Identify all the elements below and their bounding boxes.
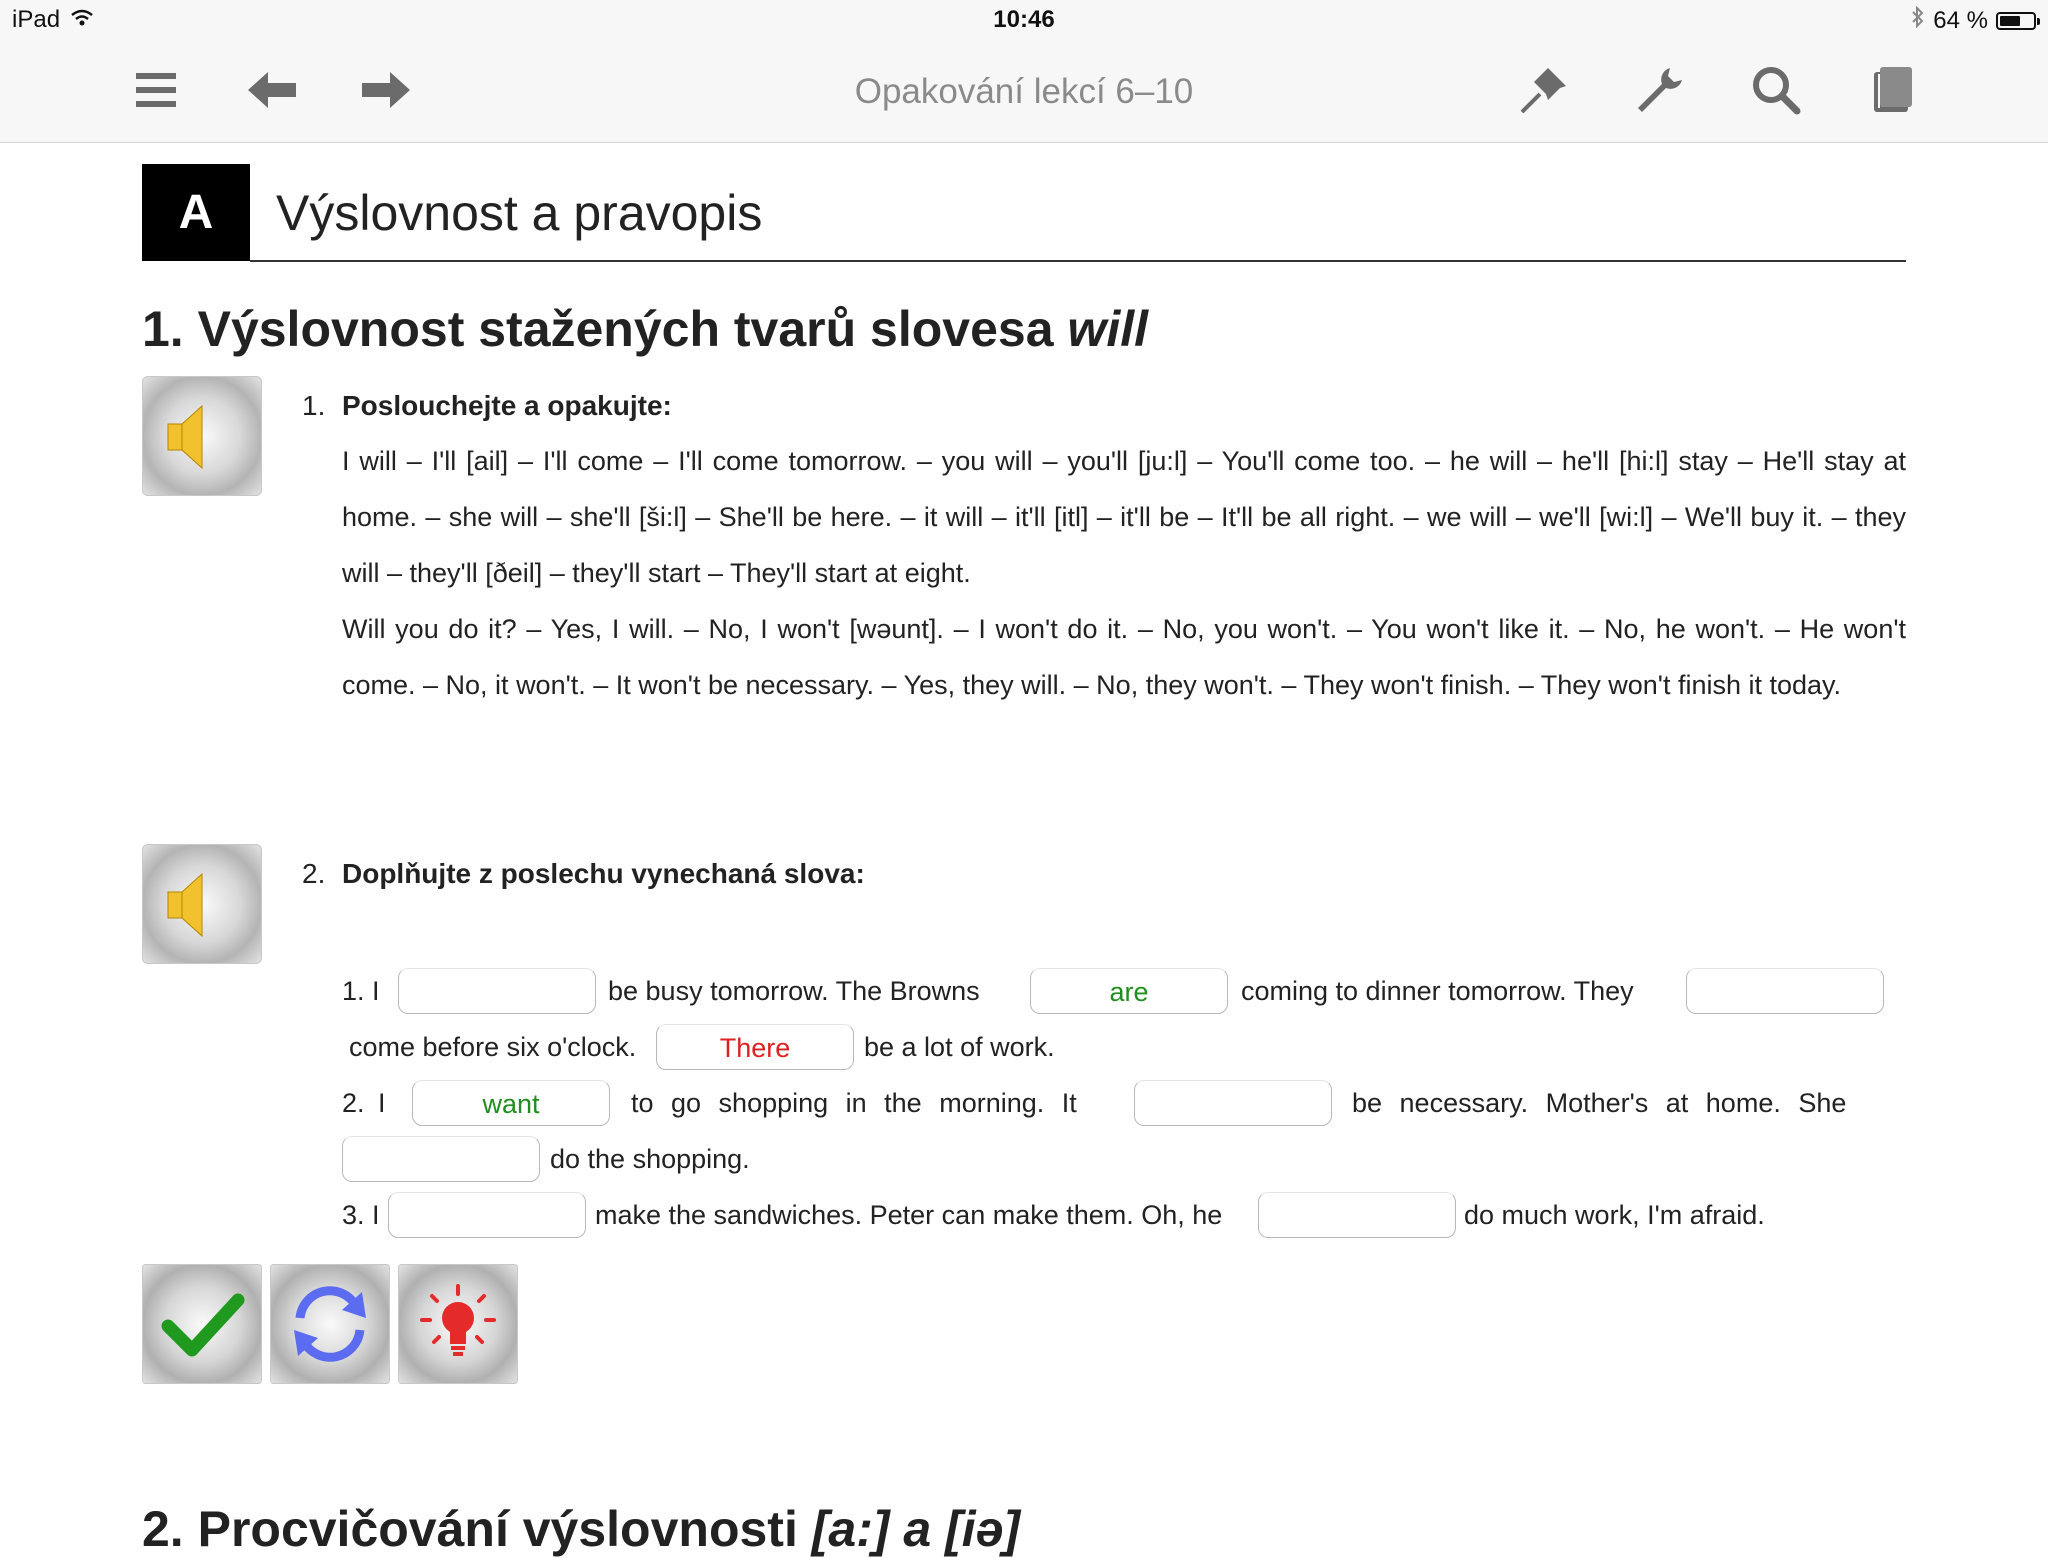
audio-play-button-2[interactable] bbox=[142, 844, 262, 964]
blank-input-8[interactable] bbox=[388, 1192, 586, 1238]
blank-input-3[interactable] bbox=[1686, 968, 1884, 1014]
search-icon[interactable] bbox=[1746, 60, 1806, 120]
device-label: iPad bbox=[12, 6, 61, 33]
exercise-2-instruction: Doplňujte z poslechu vynechaná slova: bbox=[342, 858, 865, 889]
battery-fill bbox=[2000, 16, 2020, 26]
book-icon[interactable] bbox=[1862, 60, 1922, 120]
blank-input-1[interactable] bbox=[398, 968, 596, 1014]
section-header bbox=[142, 164, 1906, 262]
battery-icon bbox=[1996, 12, 2036, 30]
sentence-1-part-b: be busy tomorrow. The Browns bbox=[608, 976, 980, 1006]
toolbar bbox=[0, 40, 2048, 143]
clock: 10:46 bbox=[993, 6, 1055, 33]
pin-icon[interactable] bbox=[1514, 60, 1574, 120]
blank-input-7[interactable] bbox=[342, 1136, 540, 1182]
section-title: Výslovnost a pravopis bbox=[276, 185, 763, 241]
exercise-1-paragraph-2: Will you do it? – Yes, I will. – No, I won't [wəunt]. – I won't do it. – No, you won't. – You won't like it. – No, he won't. – He won't come. – No, it won't. – It won't be necessary. – Yes, they will. – No, they won't. – They won't finish. – They won't finish it today. bbox=[342, 614, 1906, 700]
heading-2-text: 2. Procvičování výslovnosti bbox=[142, 1501, 812, 1557]
check-icon bbox=[142, 1264, 262, 1384]
section-divider bbox=[250, 260, 1906, 262]
sentence-2-start: 2. I bbox=[342, 1088, 386, 1118]
heading-1 bbox=[142, 300, 1148, 358]
sentence-1-start: 1. I bbox=[342, 976, 380, 1006]
exercise-1-instruction: Poslouchejte a opakujte: bbox=[342, 390, 672, 421]
blank-input-5[interactable]: want bbox=[412, 1080, 610, 1126]
exercise-1-paragraph-1: I will – I'll [ail] – I'll come – I'll come tomorrow. – you will – you'll [ju:l] – You'll come too. – he will – he'll [hi:l] stay – He'll stay at home. – she will – she'll [ši:l] – She'll be here. – it will – it'll [itl] – it'll be – It'll be all right. – we will – we'll [wi:l] – We'll buy it. – they will – they'll [ðeil] – they'll start – They'll start at eight. bbox=[342, 446, 1906, 588]
sentence-2-part-d: do the shopping. bbox=[550, 1144, 750, 1174]
sentence-3-part-b: make the sandwiches. Peter can make them. Oh, he bbox=[595, 1200, 1223, 1230]
check-answers-button[interactable] bbox=[142, 1264, 262, 1384]
sentence-3-part-c: do much work, I'm afraid. bbox=[1464, 1200, 1765, 1230]
content-area bbox=[142, 164, 1906, 1557]
sentence-3-start: 3. I bbox=[342, 1200, 380, 1230]
sentence-1-part-d: come before six o'clock. bbox=[349, 1032, 637, 1062]
blank-input-6[interactable] bbox=[1134, 1080, 1332, 1126]
hint-button[interactable] bbox=[398, 1264, 518, 1384]
blank-input-9[interactable] bbox=[1258, 1192, 1456, 1238]
wrench-icon[interactable] bbox=[1630, 60, 1690, 120]
hint-bulb-icon bbox=[398, 1264, 518, 1384]
document-title: Opakování lekcí 6–10 bbox=[854, 72, 1194, 111]
reset-button[interactable] bbox=[270, 1264, 390, 1384]
sentence-2-part-b: to go shopping in the morning. It bbox=[631, 1088, 1077, 1118]
blank-input-2[interactable]: are bbox=[1030, 968, 1228, 1014]
speaker-icon bbox=[142, 376, 262, 496]
speaker-icon bbox=[142, 844, 262, 964]
heading-1-text: 1. Výslovnost stažených tvarů slovesa bbox=[142, 301, 1068, 357]
heading-1-emphasis: will bbox=[1067, 301, 1148, 357]
heading-2-emphasis: [a:] a [iə] bbox=[811, 1501, 1021, 1557]
blank-input-4[interactable]: There bbox=[656, 1024, 854, 1070]
bluetooth-icon bbox=[1911, 6, 1925, 35]
status-bar bbox=[0, 0, 2048, 40]
sentence-2-part-c: be necessary. Mother's at home. She bbox=[1352, 1088, 1847, 1118]
section-letter: A bbox=[142, 164, 250, 261]
heading-2 bbox=[142, 1500, 1020, 1558]
audio-play-button-1[interactable] bbox=[142, 376, 262, 496]
sentence-1-part-c: coming to dinner tomorrow. They bbox=[1241, 976, 1634, 1006]
sentence-1-part-e: be a lot of work. bbox=[864, 1032, 1055, 1062]
refresh-icon bbox=[270, 1264, 390, 1384]
exercise-1-number: 1. bbox=[302, 390, 326, 421]
exercise-2-number: 2. bbox=[302, 858, 326, 889]
battery-percent: 64 % bbox=[1933, 6, 1988, 34]
